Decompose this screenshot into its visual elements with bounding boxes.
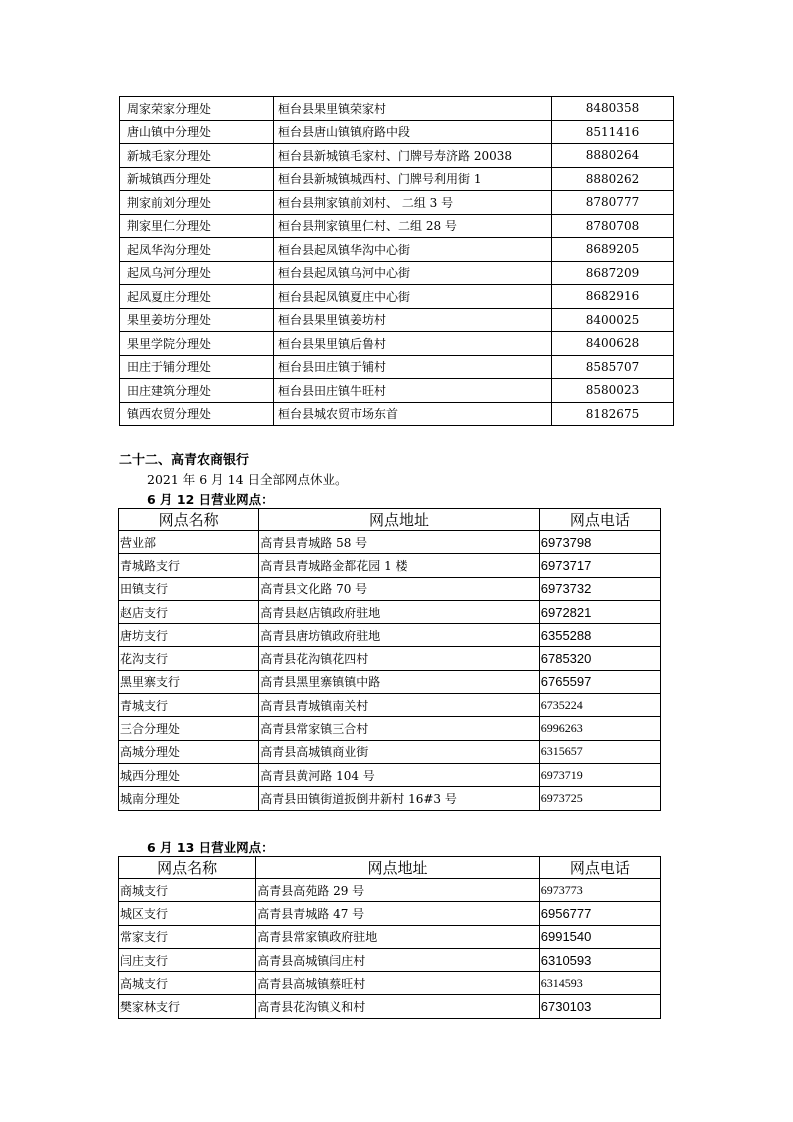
branch-phone: 6996263 (539, 717, 660, 740)
table-row (120, 97, 674, 121)
branch-address: 桓台县新城镇毛家村、门牌号寿济路 20038 (274, 144, 552, 168)
branch-address: 桓台县城农贸市场东首 (274, 402, 552, 426)
branch-name: 镇西农贸分理处 (120, 402, 274, 426)
table-row (119, 972, 661, 995)
branch-name: 赵店支行 (119, 600, 259, 623)
column-header: 网点电话 (539, 509, 660, 531)
branch-address: 高青县青城路 47 号 (256, 902, 540, 925)
branch-address: 高青县常家镇政府驻地 (256, 925, 540, 948)
branch-name: 起凤乌河分理处 (120, 261, 274, 285)
table-row (119, 670, 661, 693)
branch-name: 青城路支行 (119, 554, 259, 577)
branch-name: 起凤华沟分理处 (120, 238, 274, 262)
branch-address: 高青县常家镇三合村 (259, 717, 540, 740)
branch-name: 花沟支行 (119, 647, 259, 670)
branch-table-june-12 (118, 508, 661, 811)
branch-address: 高青县花沟镇义和村 (256, 995, 540, 1018)
branch-phone: 8511416 (552, 120, 674, 144)
branch-phone: 6973717 (539, 554, 660, 577)
table-row (119, 554, 661, 577)
branch-phone: 8182675 (552, 402, 674, 426)
table-row (120, 355, 674, 379)
branch-phone: 6991540 (539, 925, 660, 948)
table-row (119, 879, 661, 902)
branch-phone: 8880264 (552, 144, 674, 168)
branch-name: 常家支行 (119, 925, 256, 948)
branch-name: 新城毛家分理处 (120, 144, 274, 168)
table-row (120, 191, 674, 215)
branch-name: 黑里寨支行 (119, 670, 259, 693)
branch-address: 高青县花沟镇花四村 (259, 647, 540, 670)
table-row (120, 285, 674, 309)
branch-name: 田庄建筑分理处 (120, 379, 274, 403)
column-header: 网点电话 (539, 857, 660, 879)
table-row (120, 261, 674, 285)
branch-address: 高青县高城镇商业街 (259, 740, 540, 763)
branch-phone: 6973773 (539, 879, 660, 902)
branch-phone: 8580023 (552, 379, 674, 403)
branch-phone: 8689205 (552, 238, 674, 262)
branch-phone: 8687209 (552, 261, 674, 285)
table-row (119, 740, 661, 763)
branch-name: 果里姜坊分理处 (120, 308, 274, 332)
branch-address: 桓台县果里镇后鲁村 (274, 332, 552, 356)
branch-address: 高青县黄河路 104 号 (259, 763, 540, 786)
branch-name: 营业部 (119, 531, 259, 554)
branch-address: 桓台县田庄镇于铺村 (274, 355, 552, 379)
branch-phone: 6315657 (539, 740, 660, 763)
branch-address: 桓台县唐山镇镇府路中段 (274, 120, 552, 144)
branch-address: 桓台县果里镇荣家村 (274, 97, 552, 121)
branch-address: 高青县青城镇南关村 (259, 694, 540, 717)
branch-name: 周家荣家分理处 (120, 97, 274, 121)
subheading-june-12: 6 月 12 日营业网点： (147, 492, 274, 507)
table-row (119, 902, 661, 925)
branch-phone: 8400628 (552, 332, 674, 356)
branch-name: 果里学院分理处 (120, 332, 274, 356)
branch-phone: 6973725 (539, 787, 660, 810)
branch-table-june-13 (118, 856, 661, 1019)
table-row (120, 402, 674, 426)
branch-address: 高青县田镇街道扳倒井新村 16#3 号 (259, 787, 540, 810)
table-row (120, 144, 674, 168)
table-row (119, 531, 661, 554)
branch-phone: 6956777 (539, 902, 660, 925)
subheading-june-13: 6 月 13 日营业网点： (147, 840, 274, 855)
table-row (119, 577, 661, 600)
branch-name: 唐山镇中分理处 (120, 120, 274, 144)
branch-address: 高青县文化路 70 号 (259, 577, 540, 600)
branch-name: 城区支行 (119, 902, 256, 925)
branch-phone: 6735224 (539, 694, 660, 717)
branch-name: 闫庄支行 (119, 948, 256, 971)
branch-address: 高青县唐坊镇政府驻地 (259, 624, 540, 647)
branch-name: 田镇支行 (119, 577, 259, 600)
branch-phone: 6355288 (539, 624, 660, 647)
column-header: 网点名称 (119, 509, 259, 531)
table-row (119, 925, 661, 948)
column-header: 网点地址 (259, 509, 540, 531)
branch-name: 商城支行 (119, 879, 256, 902)
table-row (120, 308, 674, 332)
branch-address: 高青县高苑路 29 号 (256, 879, 540, 902)
branch-address: 桓台县果里镇姜坊村 (274, 308, 552, 332)
branch-address: 高青县青城路 58 号 (259, 531, 540, 554)
branch-phone: 8400025 (552, 308, 674, 332)
branch-phone: 6972821 (539, 600, 660, 623)
branch-phone: 6314593 (539, 972, 660, 995)
branch-phone: 8780708 (552, 214, 674, 238)
table-row (120, 238, 674, 262)
table-row (120, 214, 674, 238)
table-row (119, 717, 661, 740)
branch-address: 桓台县起凤镇华沟中心街 (274, 238, 552, 262)
branch-name: 起凤夏庄分理处 (120, 285, 274, 309)
branch-phone: 8480358 (552, 97, 674, 121)
table-row (119, 600, 661, 623)
branch-phone: 8880262 (552, 167, 674, 191)
branch-phone: 6973732 (539, 577, 660, 600)
table-row (119, 694, 661, 717)
branch-name: 城南分理处 (119, 787, 259, 810)
branch-name: 高城支行 (119, 972, 256, 995)
branch-name: 城西分理处 (119, 763, 259, 786)
branch-phone: 8682916 (552, 285, 674, 309)
table-row (119, 624, 661, 647)
branch-name: 樊家林支行 (119, 995, 256, 1018)
branch-phone: 6765597 (539, 670, 660, 693)
branch-address: 桓台县起凤镇夏庄中心街 (274, 285, 552, 309)
branch-address: 高青县赵店镇政府驻地 (259, 600, 540, 623)
branch-phone: 6310593 (539, 948, 660, 971)
branch-phone: 8585707 (552, 355, 674, 379)
branch-address: 高青县高城镇闫庄村 (256, 948, 540, 971)
column-header: 网点名称 (119, 857, 256, 879)
branch-name: 荆家里仁分理处 (120, 214, 274, 238)
branch-name: 三合分理处 (119, 717, 259, 740)
branch-address: 高青县黑里寨镇镇中路 (259, 670, 540, 693)
table-row (119, 647, 661, 670)
branch-phone: 6973719 (539, 763, 660, 786)
branch-name: 高城分理处 (119, 740, 259, 763)
table-header-row (119, 857, 661, 879)
branch-name: 田庄于铺分理处 (120, 355, 274, 379)
table-header-row (119, 509, 661, 531)
branch-name: 唐坊支行 (119, 624, 259, 647)
section-heading: 二十二、高青农商银行 (119, 453, 250, 468)
branch-address: 高青县青城路金都花园 1 楼 (259, 554, 540, 577)
table-row (120, 167, 674, 191)
branch-phone: 8780777 (552, 191, 674, 215)
branch-name: 青城支行 (119, 694, 259, 717)
table-row (120, 120, 674, 144)
branch-address: 桓台县荆家镇前刘村、 二组 3 号 (274, 191, 552, 215)
branch-table-huantai (119, 96, 674, 426)
closure-notice: 2021 年 6 月 14 日全部网点休业。 (147, 472, 348, 487)
branch-address: 桓台县荆家镇里仁村、二组 28 号 (274, 214, 552, 238)
branch-phone: 6973798 (539, 531, 660, 554)
table-row (119, 787, 661, 810)
branch-address: 桓台县新城镇城西村、门牌号利用街 1 (274, 167, 552, 191)
branch-phone: 6730103 (539, 995, 660, 1018)
column-header: 网点地址 (256, 857, 540, 879)
branch-phone: 6785320 (539, 647, 660, 670)
table-row (120, 379, 674, 403)
table-row (119, 948, 661, 971)
branch-name: 荆家前刘分理处 (120, 191, 274, 215)
table-row (119, 995, 661, 1018)
branch-address: 桓台县起凤镇乌河中心街 (274, 261, 552, 285)
table-row (120, 332, 674, 356)
table-row (119, 763, 661, 786)
branch-name: 新城镇西分理处 (120, 167, 274, 191)
branch-address: 高青县高城镇蔡旺村 (256, 972, 540, 995)
branch-address: 桓台县田庄镇牛旺村 (274, 379, 552, 403)
